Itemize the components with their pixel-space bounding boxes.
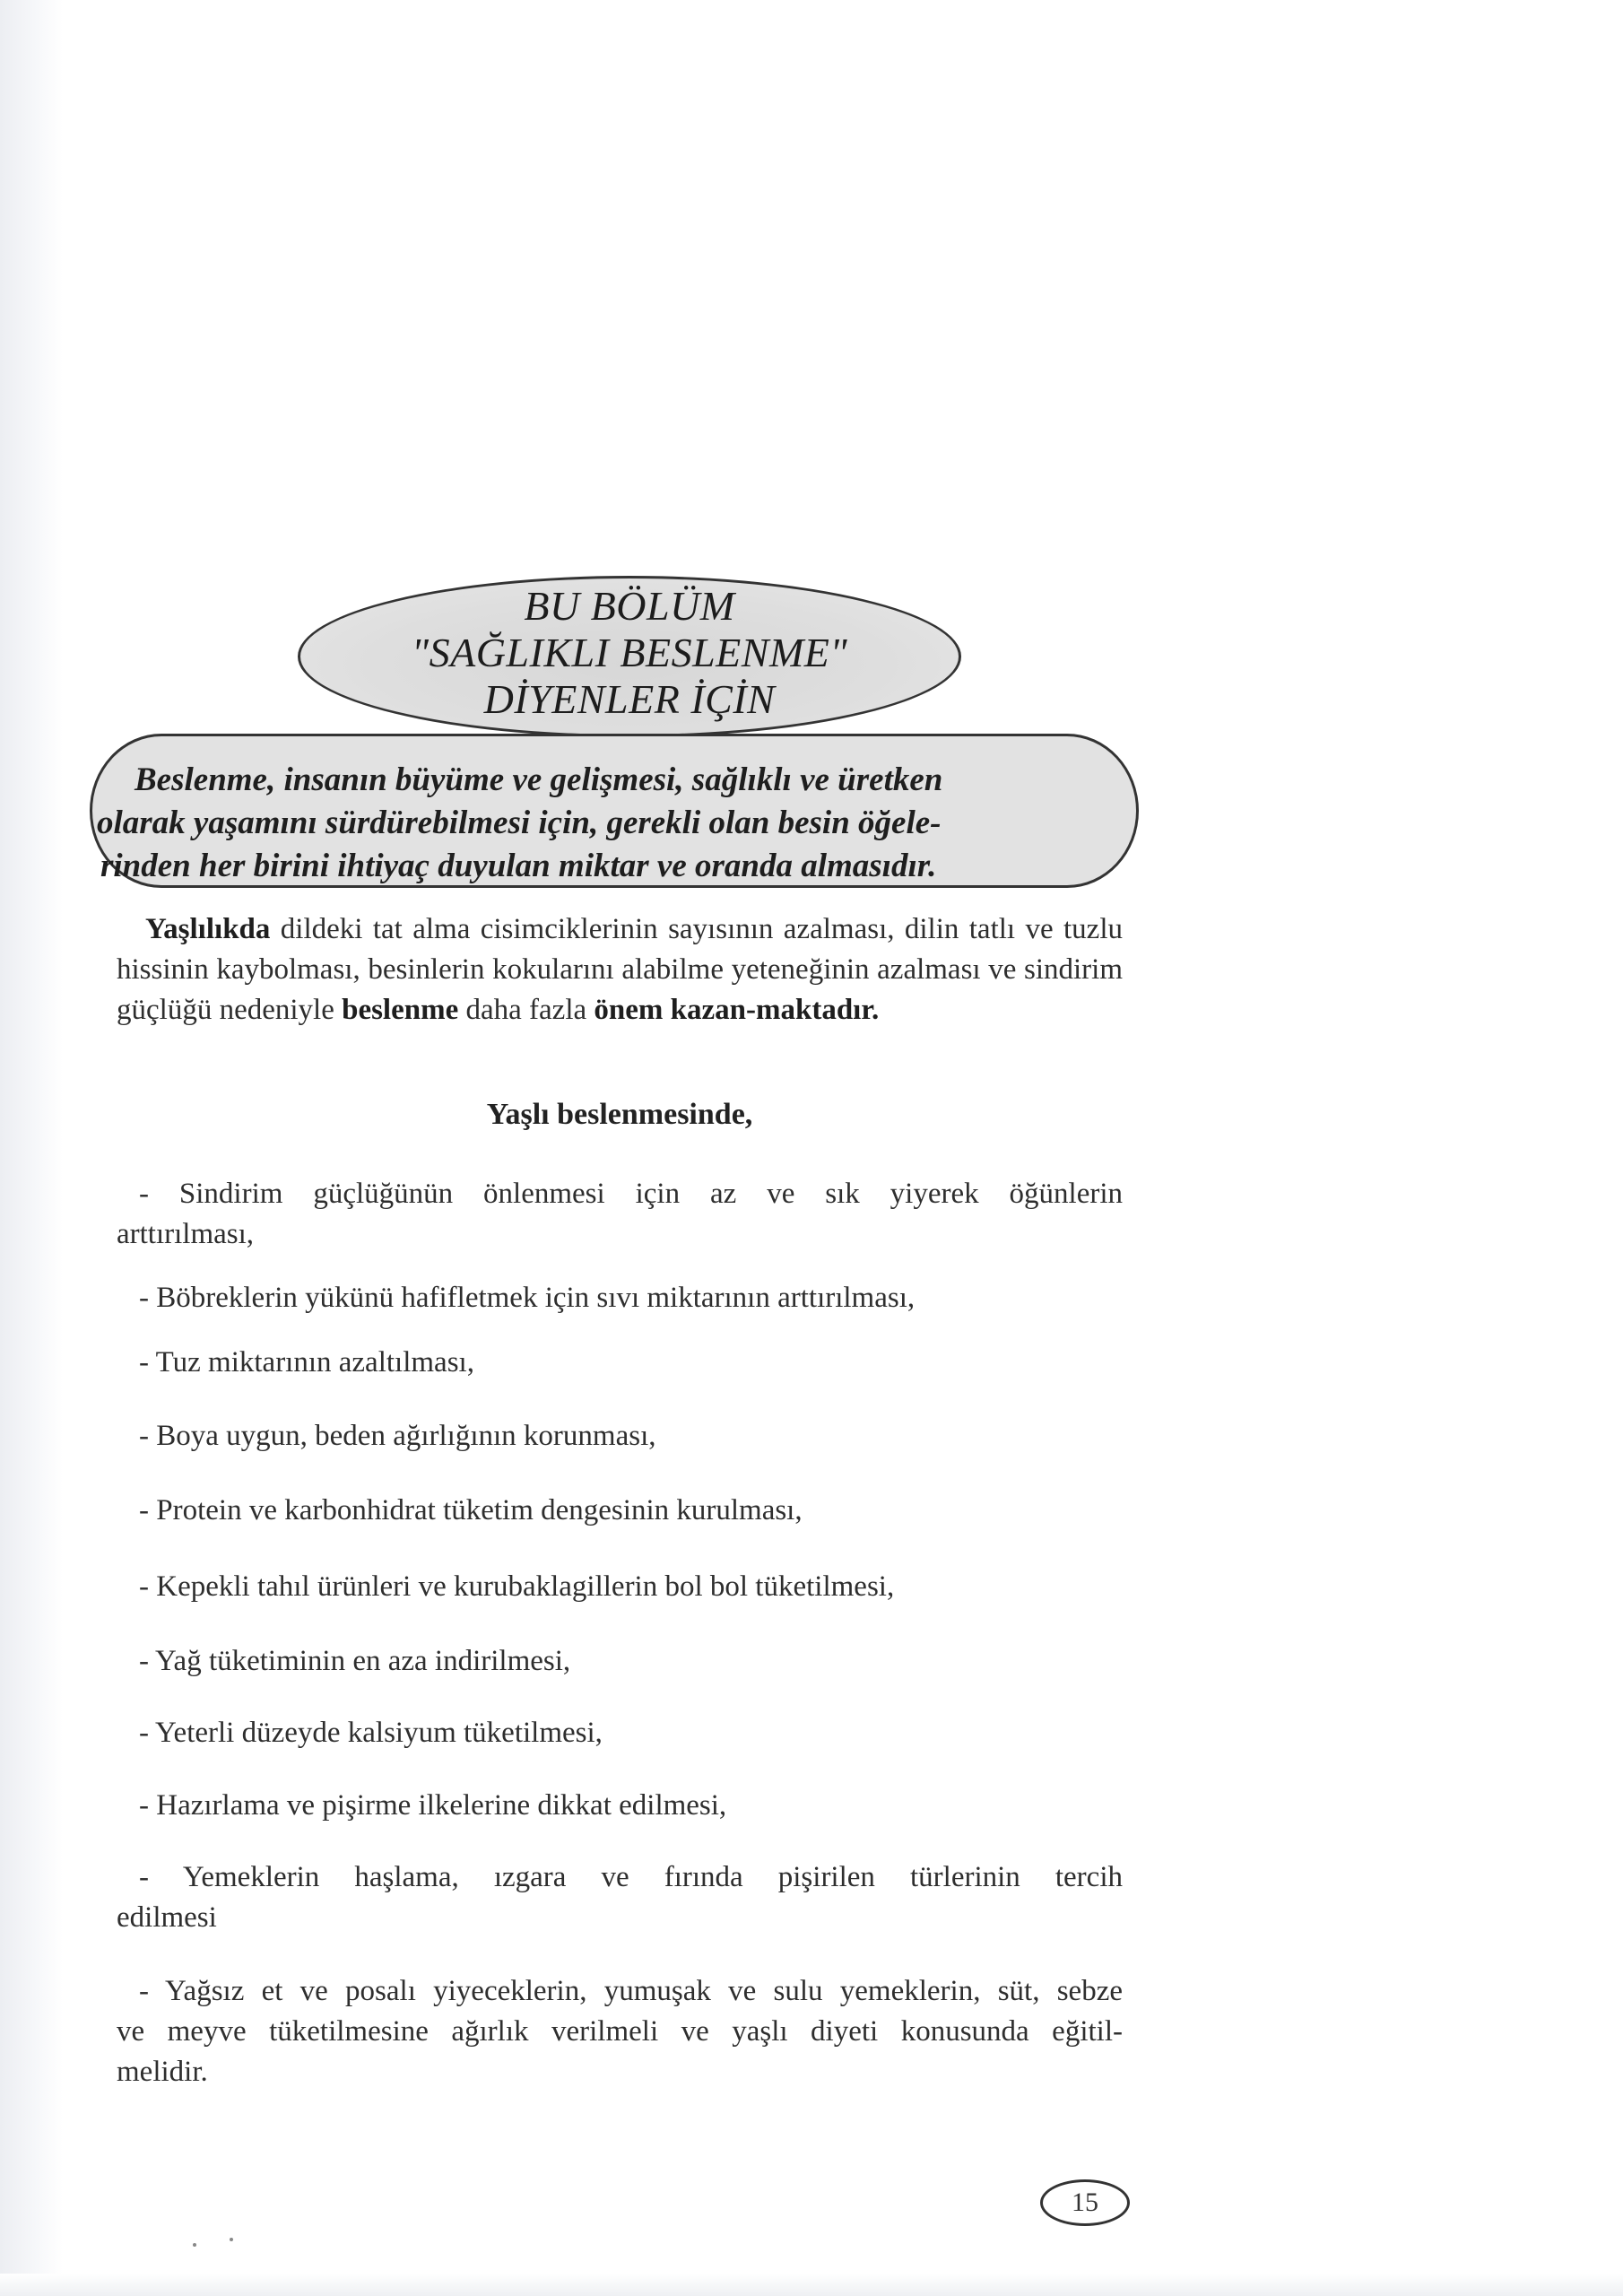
- list-item-text: - Protein ve karbonhidrat tüketim dengesinin kurulması,: [139, 1494, 803, 1526]
- list-item: [117, 1491, 1123, 1531]
- list-item: [117, 1343, 1123, 1383]
- list-item-line: - Sindirim güçlüğünün önlenmesi için az ve sık yiyerek öğünlerin: [139, 1178, 1123, 1210]
- list-item-text: - Boya uygun, beden ağırlığının korunması,: [139, 1420, 656, 1452]
- list-item-text: - Böbreklerin yükünü hafifletmek için sıvı miktarının arttırılması,: [139, 1282, 916, 1314]
- scan-speck: [193, 2243, 196, 2247]
- list-item: [117, 1567, 1123, 1607]
- intro-lead: Yaşlılıkda: [145, 913, 271, 945]
- list-item-line: ve meyve tüketilmesine ağırlık verilmeli ve yaşlı diyeti konusunda eğitil-: [117, 2015, 1123, 2048]
- section-subheading: Yaşlı beslenmesinde,: [486, 1098, 753, 1131]
- title-line-1: BU BÖLÜM: [524, 583, 735, 629]
- intro-text-2: daha fazla: [458, 994, 595, 1026]
- definition-line-3: rinden her birini ihtiyaç duyulan miktar ve oranda almasıdır.: [100, 848, 937, 884]
- list-item: [117, 1857, 1123, 1938]
- list-item-text: - Tuz miktarının azaltılması,: [139, 1346, 474, 1378]
- scan-edge-shadow: [0, 0, 63, 2296]
- scan-bottom-shadow: [0, 2274, 1623, 2296]
- intro-text-1: dildeki tat alma cisimciklerinin sayısının azalması, dilin tatlı ve tuzlu hissinin kaybolması, besinlerin kokularını alabilme yeteneğinin azalması ve sindirim güçlüğü nedeniyle: [117, 913, 1123, 1026]
- intro-bold-2: önem kazan-maktadır.: [594, 994, 880, 1026]
- scan-speck: [230, 2238, 233, 2241]
- list-item-line: - Yemeklerin haşlama, ızgara ve fırında pişirilen türlerinin tercih: [139, 1861, 1123, 1893]
- title-line-3: DİYENLER İÇİN: [483, 676, 776, 722]
- list-item: [117, 1786, 1123, 1826]
- list-item-line: melidir.: [117, 2056, 208, 2088]
- list-item-line: edilmesi: [117, 1901, 217, 1934]
- list-item-text: - Hazırlama ve pişirme ilkelerine dikkat edilmesi,: [139, 1789, 727, 1822]
- intro-paragraph: [117, 909, 1123, 1031]
- intro-bold-1: beslenme: [342, 994, 459, 1026]
- list-item-line: - Yağsız et ve posalı yiyeceklerin, yumuşak ve sulu yemeklerin, süt, sebze: [139, 1975, 1123, 2007]
- title-line-2: "SAĞLIKLI BESLENME": [411, 630, 848, 675]
- list-item: [117, 1416, 1123, 1457]
- list-item: [117, 1278, 1123, 1318]
- list-item-text: - Yeterli düzeyde kalsiyum tüketilmesi,: [139, 1717, 603, 1749]
- definition-line-2: olarak yaşamını sürdürebilmesi için, gerekli olan besin öğele-: [97, 804, 942, 841]
- list-item-text: - Kepekli tahıl ürünleri ve kurubaklagillerin bol bol tüketilmesi,: [139, 1570, 895, 1603]
- list-item-line: arttırılması,: [117, 1218, 255, 1250]
- definition-line-1: Beslenme, insanın büyüme ve gelişmesi, sağlıklı ve üretken: [135, 761, 943, 798]
- list-item: [117, 1174, 1123, 1255]
- list-item: [117, 1713, 1123, 1753]
- page-number: 15: [1072, 2187, 1098, 2217]
- list-item-text: - Yağ tüketiminin en aza indirilmesi,: [139, 1645, 571, 1677]
- page-number-oval: [1040, 2179, 1130, 2226]
- list-item: [117, 1641, 1123, 1682]
- list-item: [117, 1971, 1123, 2092]
